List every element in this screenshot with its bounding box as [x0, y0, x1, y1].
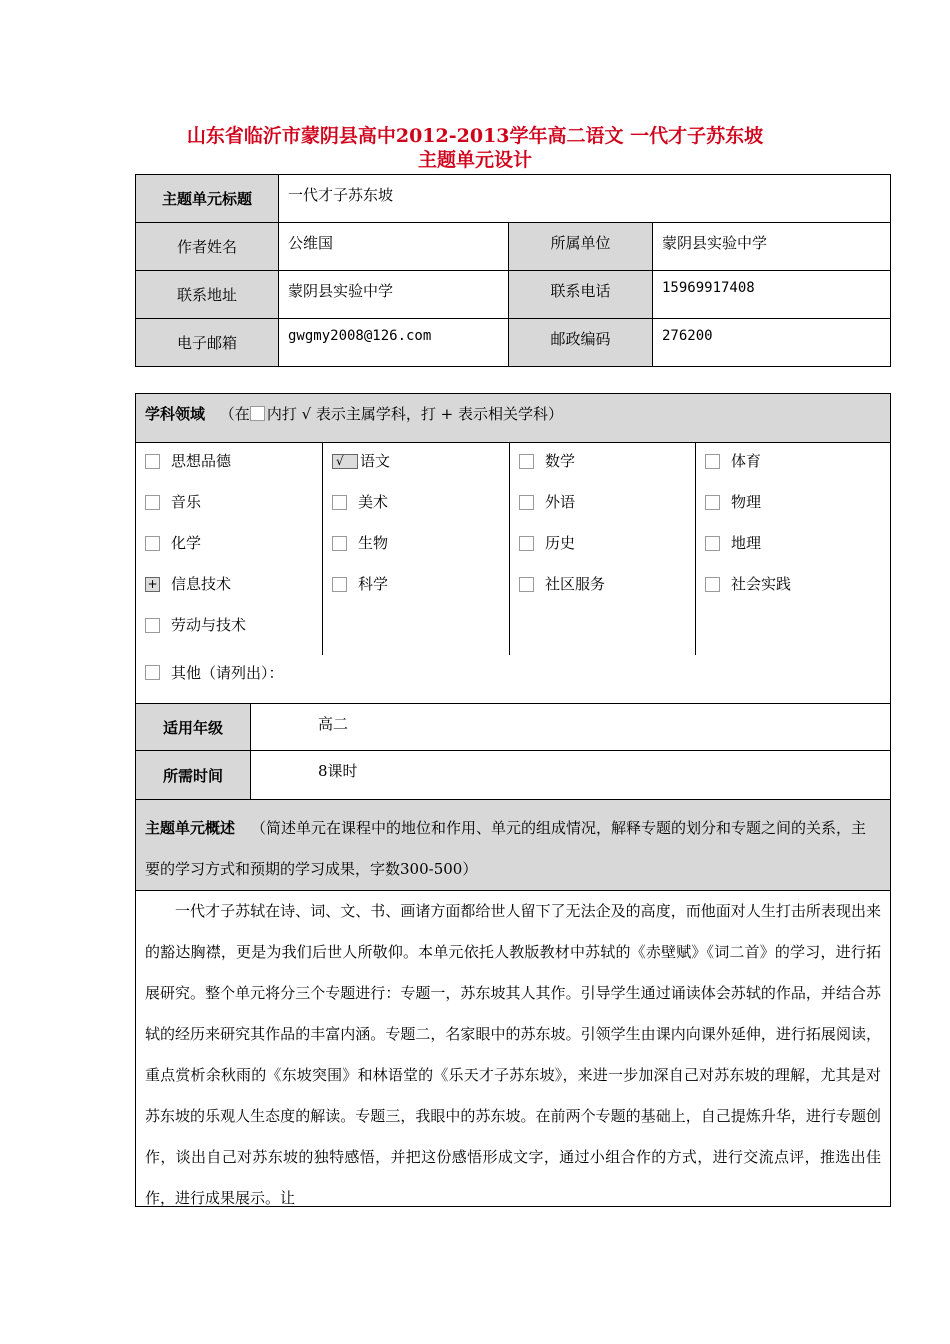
summary-paragraph: 一代才子苏轼在诗、词、文、书、画诸方面都给世人留下了无法企及的高度，而他面对人生打击所表现出来的豁达胸襟，更是为我们后世人所敬仰。本单元依托人教版教材中苏轼的《赤壁赋》《词二首》的学习，进行拓展研究。整个单元将分三个专题进行：专题一，苏东坡其人其作。引导学生通过诵读体会苏轼的作品，并结合苏轼的经历来研究其作品的丰富内涵。专题二，名家眼中的苏东坡。引领学生由课内向课外延伸，进行拓展阅读，重点赏析余秋雨的《东坡突围》和林语堂的《乐天才子苏东坡》，来进一步加深自己对苏东坡的理解，尤其是对苏东坡的乐观人生态度的解读。专题三，我眼中的苏东坡。在前两个专题的基础上，自己提炼升华，进行专题创作，谈出自己对苏东坡的独特感悟，并把这份感悟形成文字，通过小组合作的方式，进行交流点评，推选出佳作，进行成果展示。让 [145, 902, 881, 1207]
title-line-2: 主题单元设计 [417, 149, 532, 171]
plus-checkbox-icon[interactable]: + [145, 577, 160, 592]
subject-label: 语文 [360, 452, 391, 470]
checkbox-icon[interactable] [519, 495, 534, 510]
document-title [120, 124, 830, 172]
subject-header-note-b: 内打 √ 表示主属学科，打 + 表示相关学科） [266, 405, 564, 423]
time-value: 8课时 [318, 762, 358, 780]
subject-label: 信息技术 [171, 575, 232, 593]
unit-label: 所属单位 [509, 223, 653, 271]
summary-body [136, 891, 890, 1219]
other-subject-item[interactable] [145, 662, 284, 683]
subject-label: 社区服务 [545, 575, 606, 593]
subject-item[interactable] [145, 615, 246, 635]
summary-header [136, 800, 890, 891]
checkbox-icon[interactable] [145, 495, 160, 510]
subject-label: 化学 [171, 534, 202, 552]
email-label: 电子邮箱 [136, 319, 279, 367]
checkbox-icon[interactable] [705, 495, 720, 510]
subject-item[interactable] [705, 451, 761, 471]
checkbox-icon[interactable] [519, 536, 534, 551]
subject-header-label: 学科领域 [145, 405, 206, 423]
subject-label: 科学 [358, 575, 389, 593]
subject-item[interactable] [519, 574, 605, 594]
other-subject-label: 其他（请列出）： [171, 664, 284, 682]
phone-value: 15969917408 [653, 271, 891, 319]
grade-label: 适用年级 [136, 704, 251, 750]
grade-row [136, 703, 890, 751]
subject-item[interactable] [705, 533, 761, 553]
checkbox-icon[interactable] [145, 454, 160, 469]
subject-header-note-a: （在 [219, 405, 250, 423]
subject-column-1 [136, 443, 323, 655]
subject-label: 音乐 [171, 493, 202, 511]
subject-item[interactable] [519, 492, 575, 512]
subject-label: 外语 [545, 493, 576, 511]
subject-column-4 [696, 443, 890, 655]
checkbox-icon[interactable] [332, 495, 347, 510]
unit-value: 蒙阴县实验中学 [653, 223, 891, 271]
subject-label: 生物 [358, 534, 389, 552]
topic-label: 主题单元标题 [136, 175, 279, 223]
subject-label: 历史 [545, 534, 576, 552]
checkbox-icon[interactable] [519, 454, 534, 469]
checkbox-icon[interactable] [332, 577, 347, 592]
subject-item[interactable] [145, 451, 231, 471]
email-value: gwgmy2008@126.com [279, 319, 509, 367]
subject-label: 体育 [731, 452, 762, 470]
address-value: 蒙阴县实验中学 [279, 271, 509, 319]
subject-item[interactable] [145, 533, 201, 553]
subject-label: 数学 [545, 452, 576, 470]
subject-grid [136, 443, 890, 655]
subject-item[interactable] [519, 533, 575, 553]
summary-label: 主题单元概述 [145, 819, 236, 837]
checkbox-icon[interactable] [705, 577, 720, 592]
title-line-1: 山东省临沂市蒙阴县高中2012-2013学年高二语文 一代才子苏东坡 [186, 125, 764, 147]
check-checkbox-icon[interactable]: √ [332, 454, 358, 469]
subject-label: 社会实践 [731, 575, 792, 593]
address-label: 联系地址 [136, 271, 279, 319]
checkbox-icon[interactable] [145, 665, 160, 680]
subject-item[interactable] [145, 492, 201, 512]
subject-column-2 [323, 443, 510, 655]
subject-label: 物理 [731, 493, 762, 511]
subject-item[interactable] [705, 574, 791, 594]
subject-item[interactable] [705, 492, 761, 512]
postcode-value: 276200 [653, 319, 891, 367]
checkbox-icon[interactable] [145, 618, 160, 633]
info-table [135, 174, 891, 367]
checkbox-icon[interactable] [145, 536, 160, 551]
subject-item[interactable] [145, 574, 231, 594]
time-row [136, 751, 890, 800]
subject-column-3 [510, 443, 696, 655]
design-table [135, 393, 891, 1207]
checkbox-sample-icon [250, 406, 265, 421]
subject-item[interactable] [332, 492, 388, 512]
author-label: 作者姓名 [136, 223, 279, 271]
checkbox-icon[interactable] [705, 454, 720, 469]
subject-header [136, 394, 890, 443]
subject-label: 劳动与技术 [171, 616, 247, 634]
checkbox-icon[interactable] [332, 536, 347, 551]
subject-item[interactable] [332, 533, 388, 553]
summary-note: （简述单元在课程中的地位和作用、单元的组成情况，解释专题的划分和专题之间的关系，主要的学习方式和预期的学习成果，字数300-500） [145, 819, 867, 878]
subject-label: 地理 [731, 534, 762, 552]
subject-label: 美术 [358, 493, 389, 511]
subject-label: 思想品德 [171, 452, 232, 470]
postcode-label: 邮政编码 [509, 319, 653, 367]
author-value: 公维国 [279, 223, 509, 271]
phone-label: 联系电话 [509, 271, 653, 319]
grade-value: 高二 [318, 715, 349, 733]
subject-item[interactable] [332, 451, 390, 471]
topic-value: 一代才子苏东坡 [279, 175, 891, 223]
subject-item[interactable] [519, 451, 575, 471]
subject-item[interactable] [332, 574, 388, 594]
time-label: 所需时间 [136, 751, 251, 799]
checkbox-icon[interactable] [519, 577, 534, 592]
checkbox-icon[interactable] [705, 536, 720, 551]
